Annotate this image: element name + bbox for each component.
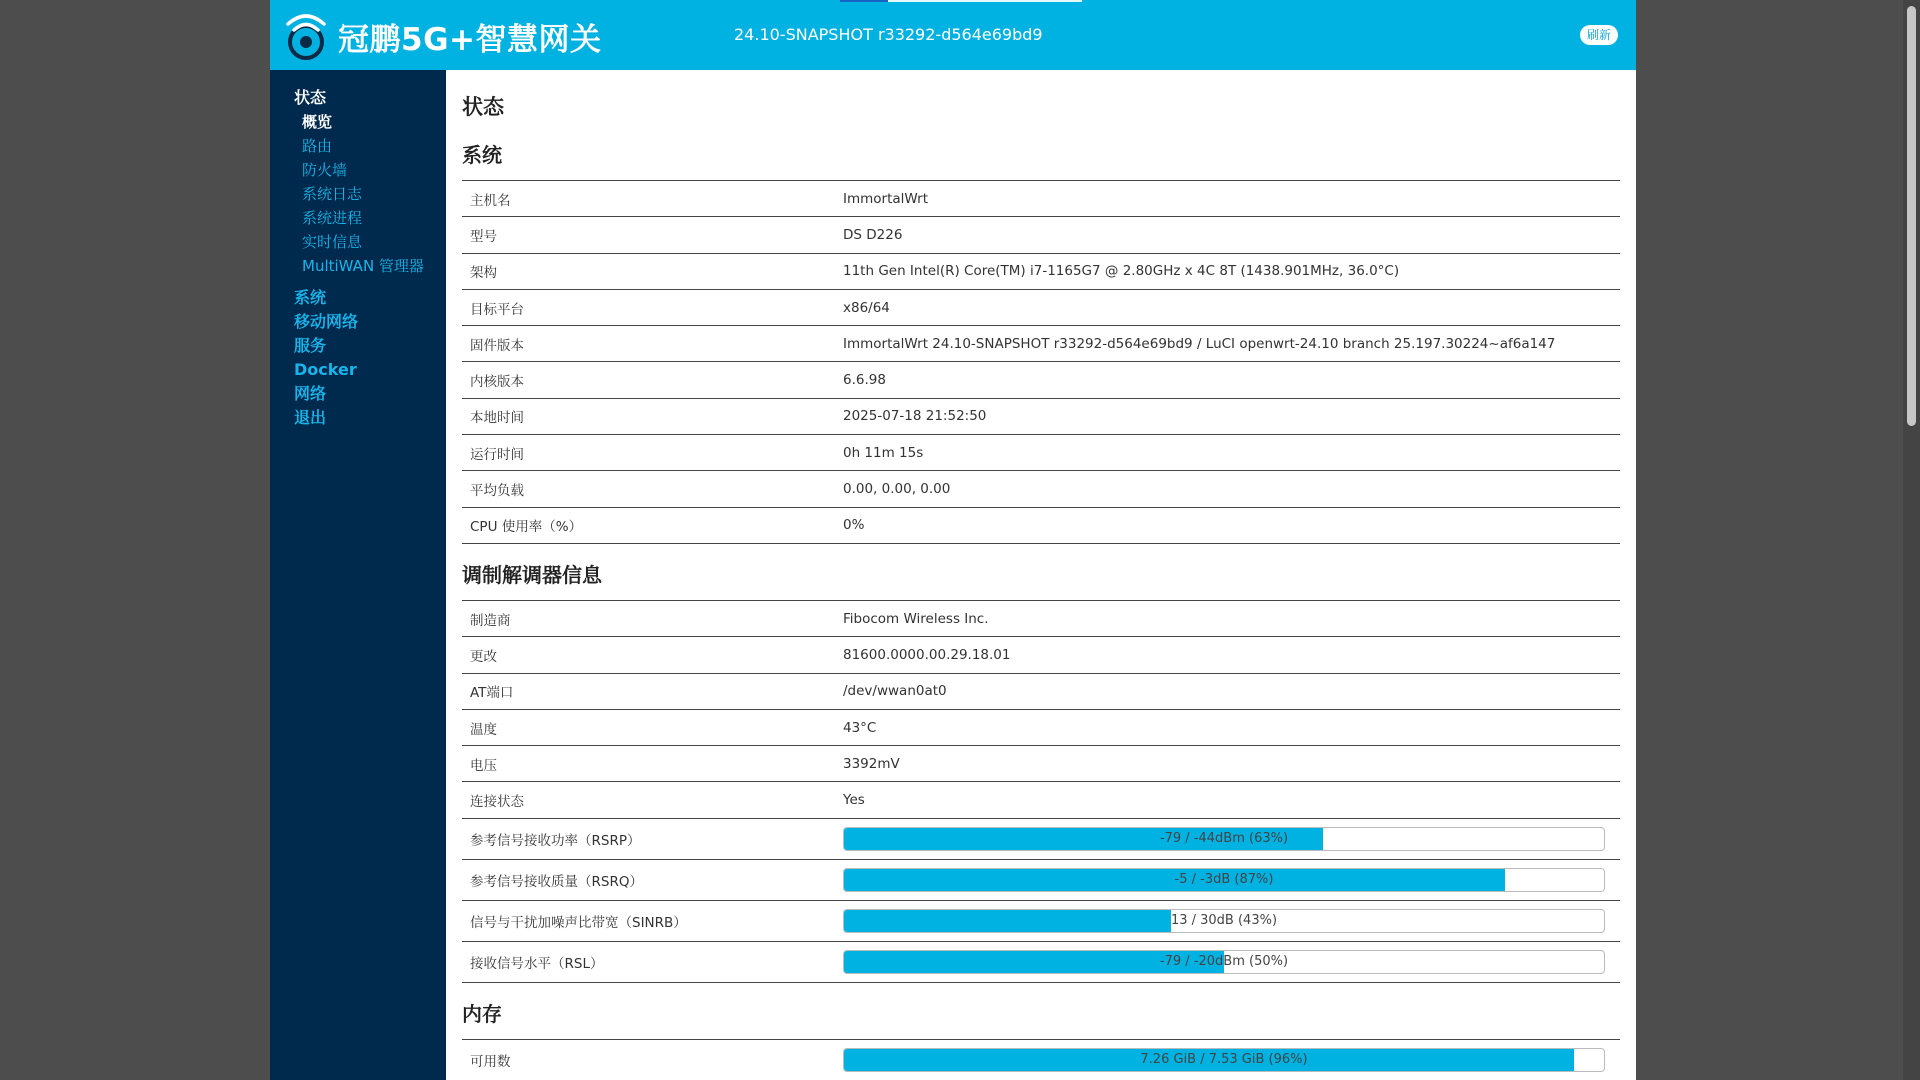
row-label: 可用数	[470, 1053, 511, 1070]
header-bar	[270, 0, 1636, 70]
sidebar-sub-multiwan[interactable]: MultiWAN 管理器	[302, 257, 424, 275]
row-value: x86/64	[843, 299, 890, 316]
memory-info-table	[462, 1039, 1620, 1080]
refresh-button[interactable]: 刷新	[1580, 25, 1618, 45]
table-row	[462, 399, 1620, 435]
sidebar-item-logout[interactable]: 退出	[294, 408, 327, 427]
memory-section-title: 内存	[462, 1001, 502, 1026]
tab-indicator	[840, 0, 888, 2]
table-row	[462, 601, 1620, 637]
sidebar-item-docker[interactable]: Docker	[294, 360, 357, 379]
row-label: 运行时间	[470, 446, 524, 463]
progress-bar-text: 7.26 GiB / 7.53 GiB (96%)	[1140, 1051, 1308, 1067]
row-label: 平均负载	[470, 483, 524, 500]
table-row	[462, 254, 1620, 290]
sidebar-item-system[interactable]: 系统	[294, 288, 327, 307]
row-label: 连接状态	[470, 794, 524, 811]
row-value: DS D226	[843, 226, 903, 243]
row-label: AT端口	[470, 685, 514, 702]
sidebar-item-services[interactable]: 服务	[294, 336, 327, 355]
row-label: 制造商	[470, 612, 511, 629]
progress-bar	[843, 909, 1605, 933]
table-row	[462, 637, 1620, 673]
row-value: 2025-07-18 21:52:50	[843, 408, 987, 425]
tab-indicator	[888, 0, 1082, 2]
row-value: Fibocom Wireless Inc.	[843, 610, 989, 627]
row-value	[843, 868, 1620, 892]
row-label: 内核版本	[470, 374, 524, 391]
firmware-version: 24.10-SNAPSHOT r33292-d564e69bd9	[734, 25, 1043, 44]
table-row	[462, 290, 1620, 326]
row-label: 目标平台	[470, 301, 524, 318]
table-row	[462, 819, 1620, 860]
row-value: ImmortalWrt 24.10-SNAPSHOT r33292-d564e69bd9 / LuCI openwrt-24.10 branch 25.197.30224~af6a147	[843, 335, 1556, 352]
system-info-table	[462, 180, 1620, 544]
status-submenu	[270, 110, 446, 278]
modem-info-table	[462, 600, 1620, 983]
sidebar-item-status[interactable]: 状态	[294, 88, 327, 107]
sidebar-item-mobile-network[interactable]: 移动网络	[294, 312, 359, 331]
row-label: CPU 使用率（%）	[470, 519, 583, 536]
progress-bar	[843, 868, 1605, 892]
row-value: 11th Gen Intel(R) Core(TM) i7-1165G7 @ 2.80GHz x 4C 8T (1438.901MHz, 36.0°C)	[843, 263, 1400, 280]
sidebar-sub-processes[interactable]: 系统进程	[302, 209, 363, 227]
progress-bar-text: 13 / 30dB (43%)	[1170, 912, 1278, 928]
sidebar-nav	[270, 70, 446, 1080]
main-content	[462, 70, 1620, 1080]
row-value: 0h 11m 15s	[843, 444, 924, 461]
row-value	[843, 1048, 1620, 1072]
progress-bar	[843, 827, 1605, 851]
row-label: 电压	[470, 757, 497, 774]
row-label: 固件版本	[470, 337, 524, 354]
table-row	[462, 782, 1620, 818]
row-value: 3392mV	[843, 755, 900, 772]
modem-section-title: 调制解调器信息	[462, 562, 602, 587]
table-row	[462, 471, 1620, 507]
row-value	[843, 827, 1620, 851]
table-row	[462, 860, 1620, 901]
table-row	[462, 326, 1620, 362]
row-value: 0.00, 0.00, 0.00	[843, 481, 951, 498]
row-label: 型号	[470, 228, 497, 245]
progress-bar-text: -79 / -20dBm (50%)	[1159, 953, 1289, 969]
table-row	[462, 674, 1620, 710]
table-row	[462, 942, 1620, 983]
row-label: 接收信号水平（RSL）	[470, 955, 604, 972]
table-row	[462, 508, 1620, 544]
page-scrollbar[interactable]	[1903, 0, 1920, 1080]
table-row	[462, 746, 1620, 782]
row-value: 81600.0000.00.29.18.01	[843, 646, 1011, 663]
app-frame	[270, 0, 1636, 1080]
sidebar-sub-realtime[interactable]: 实时信息	[302, 233, 363, 251]
row-value	[843, 950, 1620, 974]
table-row	[462, 901, 1620, 942]
system-section-title: 系统	[462, 143, 502, 167]
progress-bar	[843, 950, 1605, 974]
scrollbar-thumb[interactable]	[1907, 6, 1916, 426]
row-value: ImmortalWrt	[843, 190, 928, 207]
progress-bar	[843, 1048, 1605, 1072]
table-row	[462, 362, 1620, 398]
sidebar-sub-syslog[interactable]: 系统日志	[302, 185, 363, 203]
row-label: 本地时间	[470, 410, 524, 427]
brand-title: 冠鹏5G+智慧网关	[338, 22, 602, 58]
row-label: 参考信号接收质量（RSRQ）	[470, 873, 643, 890]
progress-bar-text: -79 / -44dBm (63%)	[1159, 830, 1289, 846]
row-value: 6.6.98	[843, 372, 886, 389]
row-value: Yes	[843, 792, 865, 809]
table-row	[462, 1040, 1620, 1080]
sidebar-sub-overview[interactable]: 概览	[302, 113, 333, 131]
row-label: 参考信号接收功率（RSRP）	[470, 832, 641, 849]
progress-bar-text: -5 / -3dB (87%)	[1174, 871, 1274, 887]
row-value: 0%	[843, 517, 865, 534]
sidebar-item-network[interactable]: 网络	[294, 384, 327, 403]
table-row	[462, 217, 1620, 253]
row-value	[843, 909, 1620, 933]
sidebar-sub-routes[interactable]: 路由	[302, 137, 333, 155]
sidebar-sub-firewall[interactable]: 防火墙	[302, 161, 348, 179]
wifi-logo-icon	[284, 10, 328, 62]
page-title: 状态	[462, 95, 504, 119]
row-value: 43°C	[843, 719, 877, 736]
row-label: 架构	[470, 265, 497, 282]
row-value: /dev/wwan0at0	[843, 683, 947, 700]
table-row	[462, 435, 1620, 471]
row-label: 主机名	[470, 192, 511, 209]
table-row	[462, 181, 1620, 217]
row-label: 温度	[470, 721, 497, 738]
row-label: 更改	[470, 648, 497, 665]
table-row	[462, 710, 1620, 746]
row-label: 信号与干扰加噪声比带宽（SINRB）	[470, 914, 687, 931]
